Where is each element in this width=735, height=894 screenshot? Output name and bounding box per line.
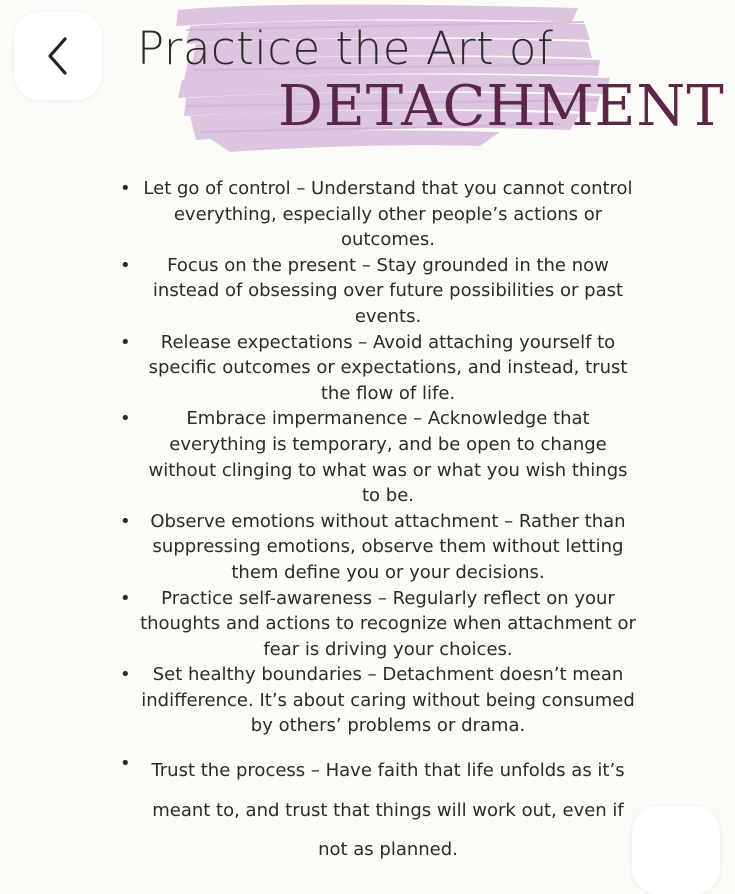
bullet-icon: • [120, 254, 131, 276]
list-item [110, 406, 640, 508]
title-line-1: Practice the Art of [137, 22, 554, 75]
bullet-icon: • [120, 753, 131, 775]
tips-list [110, 176, 640, 870]
tip-text: Let go of control – Understand that you cannot control everything, especially other people’s actions or outcomes. [143, 178, 633, 251]
tip-text: Set healthy boundaries – Detachment doesn’t mean indifference. It’s about caring without being consumed by others’ problems or drama. [141, 664, 635, 737]
tip-text: Observe emotions without attachment – Rather than suppressing emotions, observe them without letting them define you or your decisions. [150, 510, 626, 583]
bullet-icon: • [120, 664, 131, 686]
list-item [110, 662, 640, 739]
floating-action-button[interactable] [632, 806, 720, 894]
bullet-icon: • [120, 510, 131, 532]
bullet-icon: • [120, 331, 131, 353]
tip-text: Release expectations – Avoid attaching yourself to specific outcomes or expectations, and instead, trust the flow of life. [148, 331, 628, 404]
tip-text: Trust the process – Have faith that life unfolds as it’s meant to, and trust that things will work out, even if not as planned. [151, 760, 625, 861]
title-line-2: DETACHMENT [278, 74, 725, 139]
list-item [110, 586, 640, 663]
bullet-icon: • [120, 178, 131, 199]
back-button[interactable] [14, 12, 102, 100]
chevron-left-icon [45, 36, 71, 76]
tip-text: Focus on the present – Stay grounded in the now instead of obsessing over future possibilities or past events. [152, 254, 624, 327]
list-item [110, 751, 640, 870]
bullet-icon: • [120, 408, 131, 430]
list-item [110, 330, 640, 407]
header [0, 0, 735, 170]
tip-text: Embrace impermanence – Acknowledge that everything is temporary, and be open to change without clinging to what was or what you wish things to be. [148, 408, 628, 507]
list-item [110, 509, 640, 586]
tip-text: Practice self-awareness – Regularly reflect on your thoughts and actions to recognize when attachment or fear is driving your choices. [140, 587, 636, 660]
list-item [110, 253, 640, 330]
bullet-icon: • [120, 587, 131, 609]
list-item [110, 176, 640, 253]
